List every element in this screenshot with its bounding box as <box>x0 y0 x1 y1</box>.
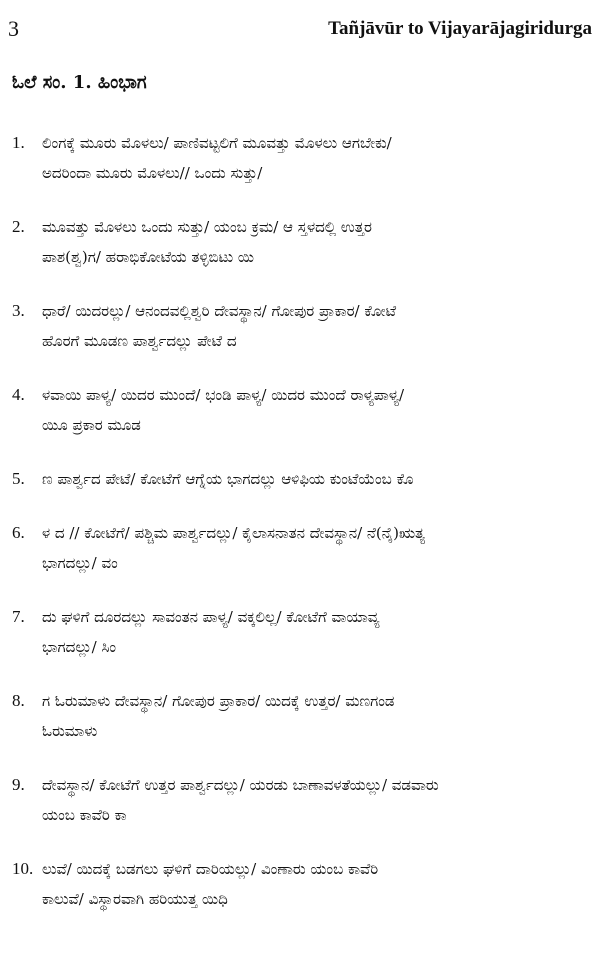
entry-line: ಮೂವತ್ತು ಮೊಳಲು ಒಂದು ಸುತ್ತು/ ಯಂಬ ಕ್ರಮ/ ಆ ಸ್ತಳದಲ್ಲಿ ಉತ್ತರ <box>42 218 372 236</box>
running-head: Tañjāvūr to Vijayarājagiridurga <box>328 18 592 39</box>
entry-text <box>42 380 588 440</box>
entry <box>12 686 588 746</box>
entry <box>12 854 588 914</box>
entry-number: 2. <box>12 217 25 236</box>
entry-line: ಓರುಮಾಳು <box>42 722 98 740</box>
entry <box>12 518 588 578</box>
entry-line: ದೇವಸ್ಥಾನ/ ಕೋಟೆಗೆ ಉತ್ತರ ಪಾರ್ಶ್ವದಲ್ಲು/ ಯರಡು ಬಾಣಾವಳತೆಯಲ್ಲು/ ವಡವಾರು <box>42 776 439 794</box>
entry-number: 3. <box>12 301 25 320</box>
entry-number: 5. <box>12 469 25 488</box>
entry-line: ಹೊರಗೆ ಮೂಡಣ ಪಾರ್ಶ್ವದಲ್ಲು ಪೇಟೆ ದ <box>42 332 237 350</box>
entry-line: ಪಾಶ(ಶ್ವ)ಗ/ ಹರಾಭಿಕೋಟೆಯ ತಳ್ಳಿಬಿಟು ಯಿ <box>42 248 254 266</box>
entry <box>12 770 588 830</box>
entry-line: ಅದರಿಂದಾ ಮೂರು ಮೊಳಲು// ಒಂದು ಸುತ್ತು/ <box>42 164 263 182</box>
section-title: ಓಲೆ ಸಂ. 1. ಹಿಂಭಾಗ <box>12 72 147 93</box>
entry-line: ಣ ಪಾರ್ಶ್ವದ ಪೇಟೆ/ ಕೋಟೆಗೆ ಆಗ್ನೆಯ ಭಾಗದಲ್ಲು ಆಳಿಫಿಯ ಕುಂಟೆಯೆಂಬ ಕೊ <box>42 470 414 488</box>
entry-text <box>42 854 588 914</box>
entry-list <box>12 128 588 938</box>
entry-number: 1. <box>12 133 25 152</box>
page-number: 3 <box>8 16 19 41</box>
entry <box>12 464 588 494</box>
entry-line: ಳ ದ // ಕೋಟೆಗೆ/ ಪಶ್ಚಿಮ ಪಾರ್ಶ್ವದಲ್ಲು/ ಕೈಲಾಸನಾತನ ದೇವಸ್ಥಾನ/ ನೆ(ನೈ)ಋತ್ಯ <box>42 524 425 542</box>
entry-line: ಲುವೆ/ ಯಿದಕ್ಕೆ ಬಡಗಲು ಘಳಿಗೆ ದಾರಿಯಲ್ಲು/ ವಿಂಣಾರು ಯಂಬ ಕಾವೆರಿ <box>42 860 379 878</box>
entry-line: ಯಿೂ ಪ್ರಕಾರ ಮೂಡ <box>42 416 141 434</box>
entry-line: ಧಾರೆ/ ಯಿದರಲ್ಲು/ ಆನಂದವಲ್ಲಿಶ್ವರಿ ದೇವಸ್ಥಾನ/ ಗೋಪುರ ಪ್ರಾಕಾರ/ ಕೋಟೆ <box>42 302 397 320</box>
entry-number: 6. <box>12 523 25 542</box>
entry-number: 9. <box>12 775 25 794</box>
entry <box>12 212 588 272</box>
entry-line: ಗ ಓರುಮಾಳು ದೇವಸ್ಥಾನ/ ಗೋಪುರ ಪ್ರಾಕಾರ/ ಯಿದಕ್ಕೆ ಉತ್ತರ/ ಮಣಗಂಡ <box>42 692 395 710</box>
entry-text <box>42 128 588 188</box>
entry-number: 4. <box>12 385 25 404</box>
entry-number: 7. <box>12 607 25 626</box>
entry-number: 10. <box>12 859 34 878</box>
entry-line: ಭಾಗದಲ್ಲು/ ವಂ <box>42 554 118 572</box>
entry-text <box>42 464 588 494</box>
entry-text <box>42 602 588 662</box>
entry-line: ದು ಘಳಿಗೆ ದೂರದಲ್ಲು ಸಾವಂತನ ಪಾಳ್ಯ/ ವಕ್ಕಲಿಲ್ಲ/ ಕೋಟೆಗೆ ವಾಯಾವ್ಯ <box>42 608 380 626</box>
entry-text <box>42 296 588 356</box>
entry-text <box>42 686 588 746</box>
entry <box>12 128 588 188</box>
entry-text <box>42 770 588 830</box>
entry-line: ಕಾಲುವೆ/ ವಿಸ್ಥಾರವಾಗಿ ಹರಿಯುತ್ತ ಯಿಧಿ <box>42 890 228 908</box>
entry-line: ಲಿಂಗಕ್ಕೆ ಮೂರು ಮೊಳಲು/ ಪಾಣಿವಟ್ಟಲಿಗೆ ಮೂವತ್ತು ಮೊಳಲು ಆಗಬೇಕು/ <box>42 134 392 152</box>
entry-text <box>42 212 588 272</box>
entry-text <box>42 518 588 578</box>
entry-number: 8. <box>12 691 25 710</box>
entry <box>12 602 588 662</box>
entry-line: ಯಂಬ ಕಾವೆರಿ ಕಾ <box>42 806 127 824</box>
entry-line: ಳವಾಯಿ ಪಾಳ್ಯ/ ಯಿದರ ಮುಂದೆ/ ಭಂಡಿ ಪಾಳ್ಯ/ ಯಿದರ ಮುಂದೆ ರಾಳ್ಯಪಾಳ್ಯ/ <box>42 386 405 404</box>
entry-line: ಭಾಗದಲ್ಲು/ ಸಿಂ <box>42 638 117 656</box>
entry <box>12 380 588 440</box>
entry <box>12 296 588 356</box>
